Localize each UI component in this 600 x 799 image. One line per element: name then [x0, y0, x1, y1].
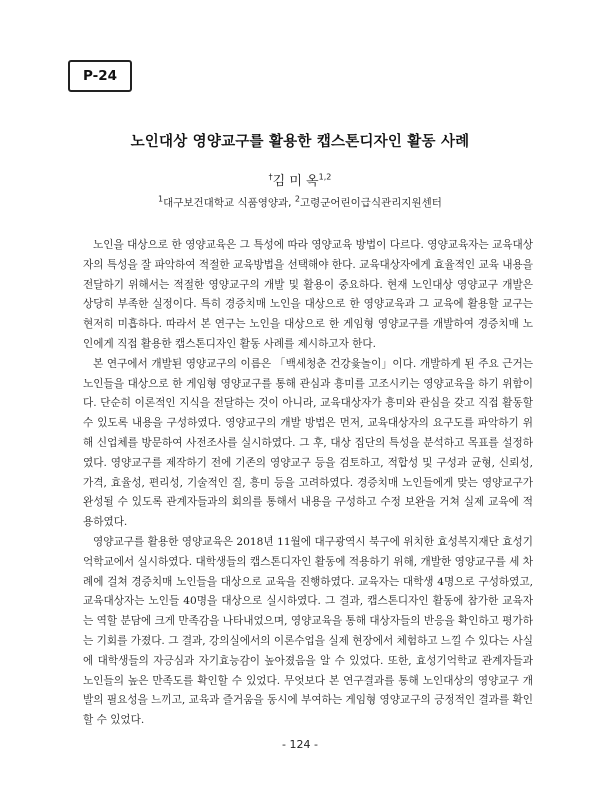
poster-id-label: P-24 — [82, 68, 118, 84]
paragraph-1: 노인을 대상으로 한 영양교육은 그 특성에 따라 영양교육 방법이 다르다. 영양교육자는 교육대상자의 특성을 잘 파악하여 적절한 교육방법을 선택해야 한다. 교육대상자에게 효율적인 교육 내용을 전달하기 위해서는 적절한 영양교구의 개발 및 활용이 중요하다. 현재 노인대상 영양교구 개발은 상당히 부족한 실정이다. 특히 경증치매 노인을 대상으로 한 영양교육과 그 교육에 활용할 교구는 현저히 미흡하다. 따라서 본 연구는 노인을 대상으로 한 게임형 영양교구를 개발하여 경증치매 노인에게 직접 활용한 캡스톤디자인 활동 사례를 제시하고자 한다. — [83, 239, 533, 350]
paragraph-3: 영양교구를 활용한 영양교육은 2018년 11월에 대구광역시 북구에 위치한 효성복지재단 효성기억학교에서 실시하였다. 대학생들의 캡스톤디자인 활동에 적용하기 위해, 개발한 영양교구를 세 차례에 걸쳐 경증치매 노인들을 대상으로 교육을 진행하였다. 교육자는 대학생 4명으로 구성하였고, 교육대상자는 노인들 40명을 대상으로 실시하였다. 그 결과, 캡스톤디자인 활동에 참가한 교육자는 역할 분담에 크게 만족감을 나타내었으며, 영양교육을 통해 대상자들의 반응을 확인하고 평가하는 기회를 가졌다. 그 결과, 강의실에서의 이론수업을 실제 현장에서 체험하고 느낄 수 있다는 사실에 대학생들의 자긍심과 자기효능감이 높아졌음을 알 수 있었다. 또한, 효성기억학교 관계자들과 노인들의 높은 만족도를 확인할 수 있었다. 무엇보다 본 연구결과를 통해 노인대상의 영양교구 개발의 필요성을 느끼고, 교육과 즐거움을 동시에 부여하는 게임형 영양교구의 긍정적인 결과를 확인할 수 있었다. — [83, 535, 533, 727]
author-name: 김 미 옥 — [272, 174, 319, 189]
paragraph-2: 본 연구에서 개발된 영양교구의 이름은 「백세청춘 건강윷놀이」이다. 개발하게 된 주요 근거는 노인들을 대상으로 한 게임형 영양교구를 통해 관심과 흥미를 고조시키는 영양교육을 하기 위함이다. 단순히 이론적인 지식을 전달하는 것이 아니라, 교육대상자가 흥미와 관심을 갖고 직접 활동할 수 있도록 내용을 구성하였다. 영양교구의 개발 방법은 먼저, 교육대상자의 요구도를 파악하기 위해 신업체를 방문하여 사전조사를 실시하였다. 그 후, 대상 집단의 특성을 분석하고 목표를 설정하였다. 영양교구를 제작하기 전에 기존의 영양교구 등을 검토하고, 적합성 및 구성과 균형, 신뢰성, 가격, 효율성, 편리성, 기술적인 질, 흥미 등을 고려하였다. 경증치매 노인들에게 맞는 영양교구가 완성될 수 있도록 관계자들과의 회의를 통해서 내용을 구성하고 수정 보완을 거쳐 실제 교육에 적용하였다. — [83, 357, 533, 529]
poster-id-badge — [68, 60, 132, 92]
author-affil-refs: 1,2 — [318, 172, 332, 182]
page-number: - 124 - — [282, 738, 318, 751]
paper-title: 노인대상 영양교구를 활용한 캡스톤디자인 활동 사례 — [130, 134, 470, 150]
corresponding-mark: † — [268, 172, 273, 182]
affiliation-separator: , — [288, 197, 295, 209]
affiliations — [0, 195, 600, 210]
affiliation-ref-2: 2 — [294, 194, 300, 204]
abstract-body — [83, 236, 533, 731]
affiliation-1: 대구보건대학교 식품영양과 — [163, 197, 289, 209]
affiliation-2: 고령군어린이급식관리지원센터 — [299, 197, 442, 209]
affiliation-ref-1: 1 — [158, 194, 164, 204]
author-line — [0, 170, 600, 189]
